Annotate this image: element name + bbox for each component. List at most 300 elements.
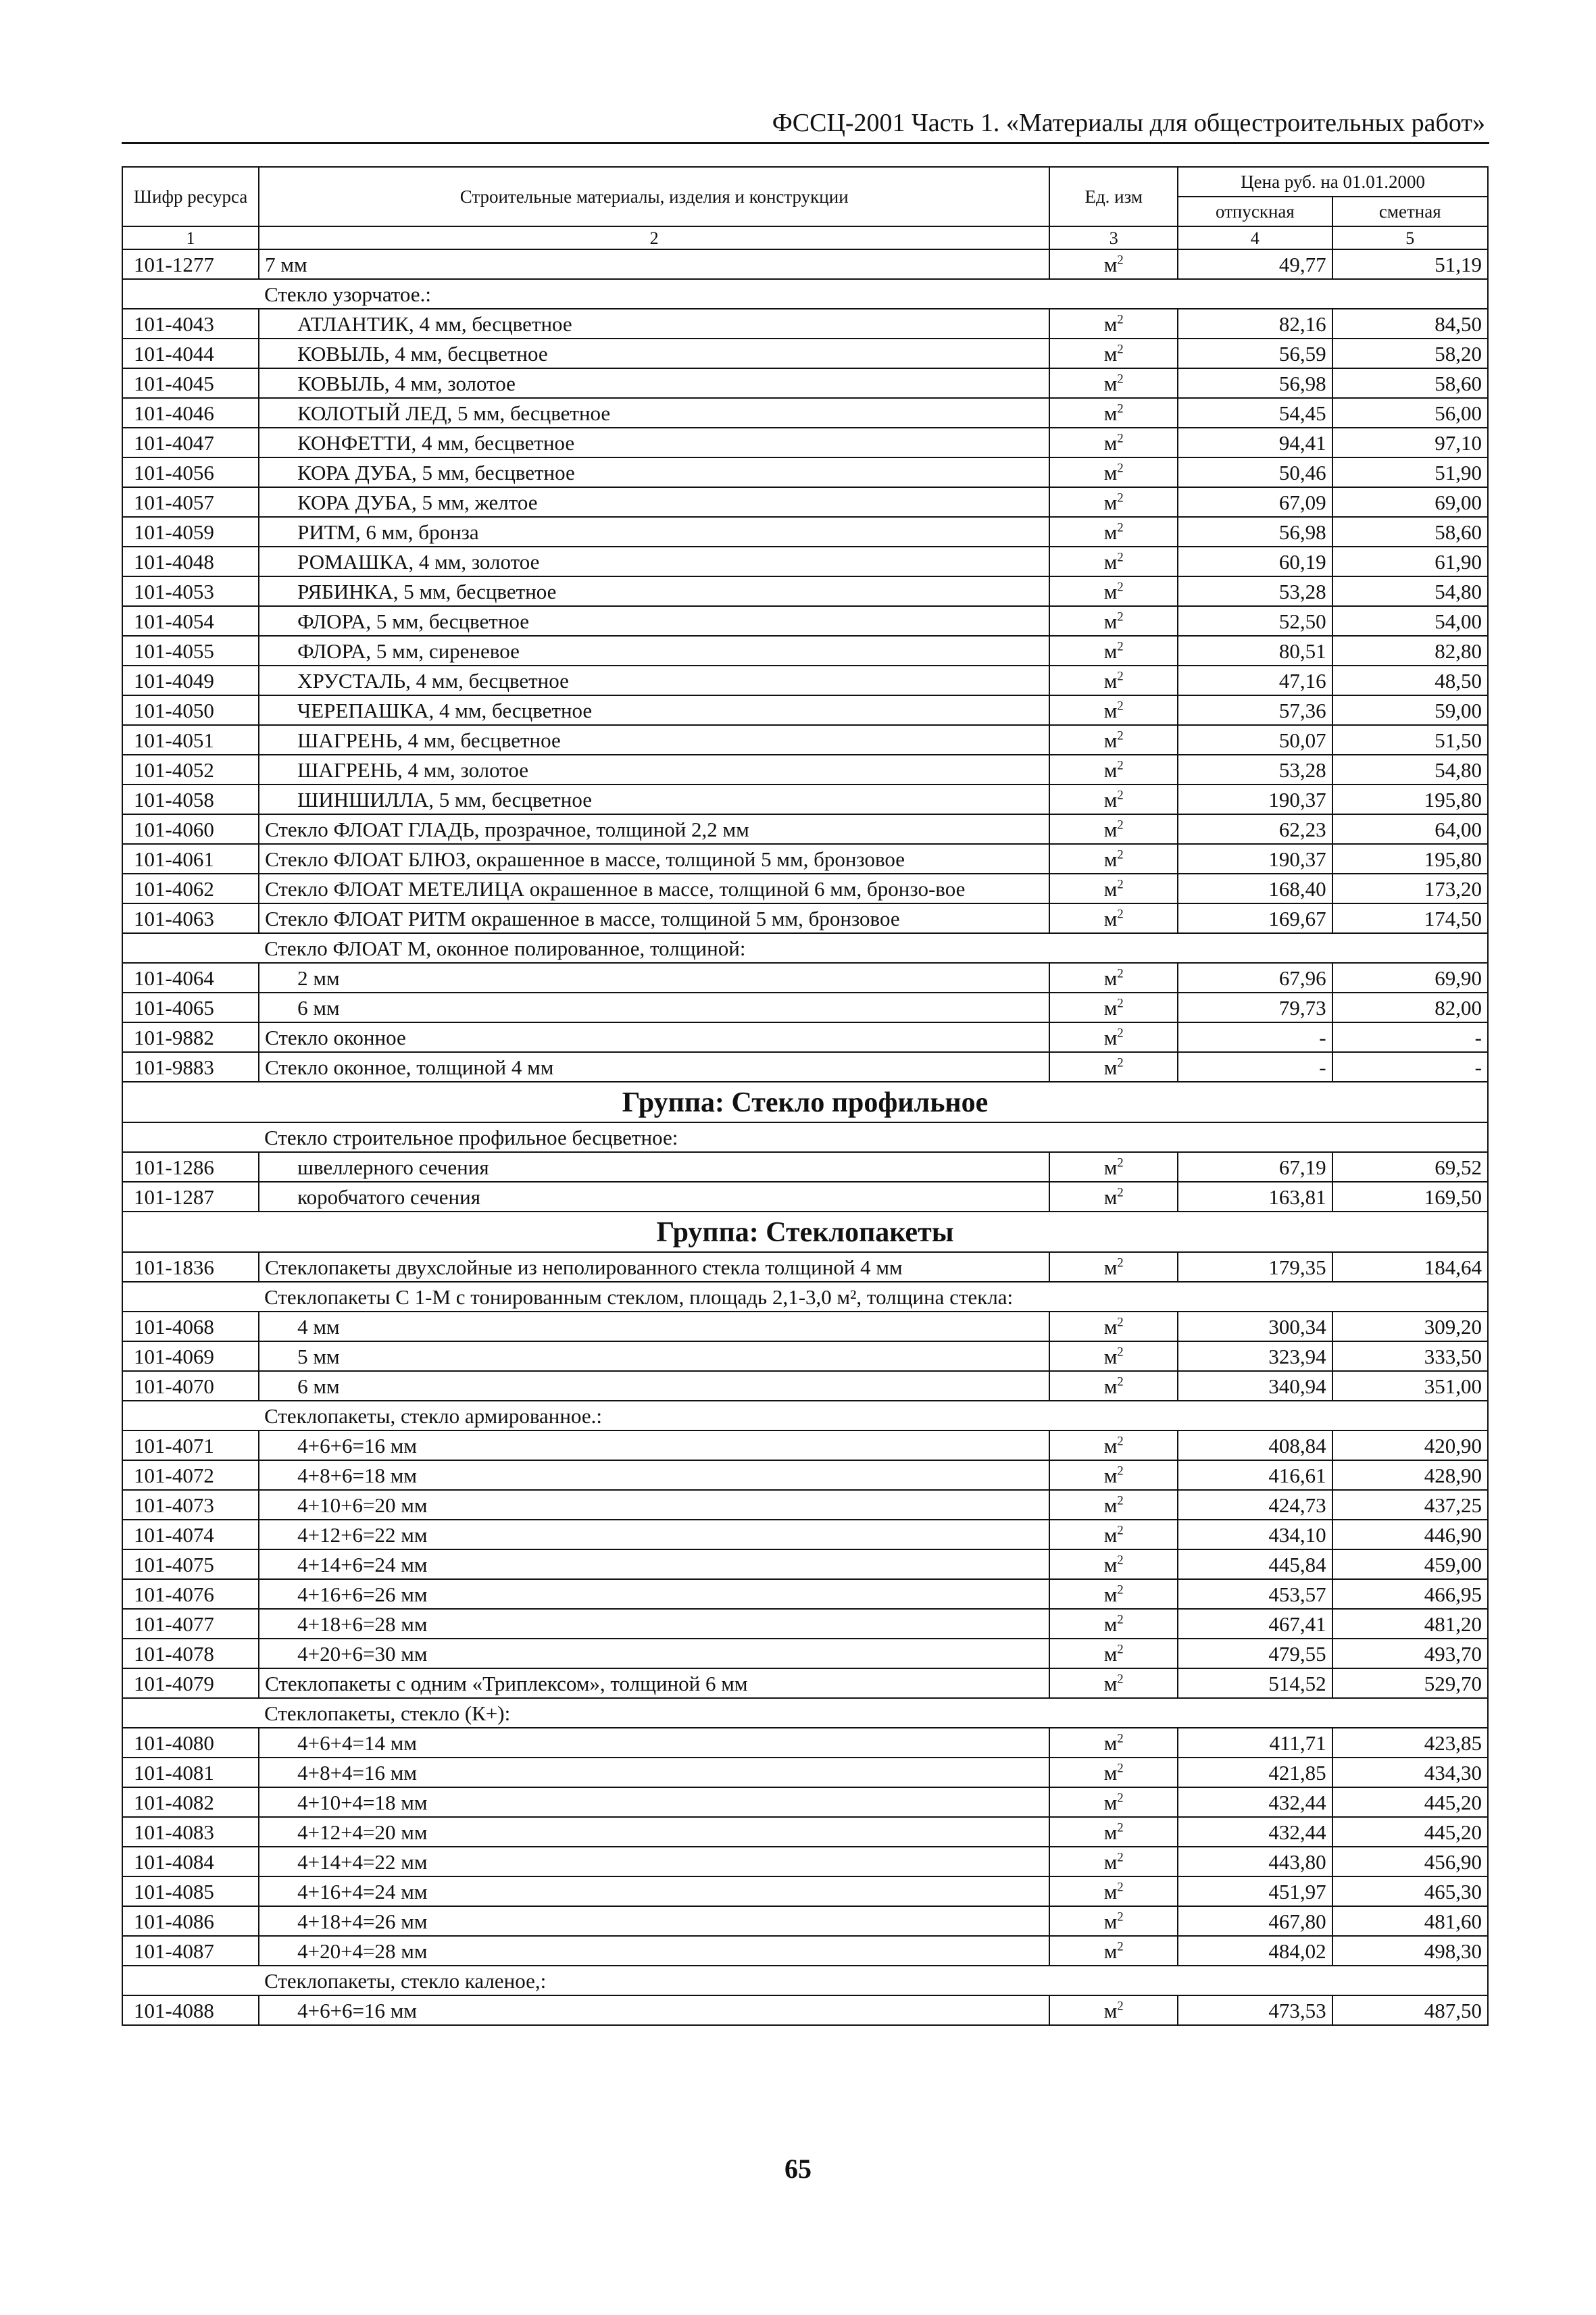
table-row [122, 1668, 1488, 1698]
table-body [122, 249, 1488, 2025]
release-price: 432,44 [1178, 1817, 1332, 1847]
estimate-price: 61,90 [1332, 547, 1488, 576]
resource-code: 101-4057 [122, 487, 259, 517]
release-price: 67,19 [1178, 1152, 1332, 1182]
release-price: 49,77 [1178, 249, 1332, 279]
unit-of-measure: $м^2$ [1049, 547, 1178, 576]
resource-code: 101-4045 [122, 368, 259, 398]
unit-of-measure: $м^2$ [1049, 1520, 1178, 1549]
group-heading: Группа: Стеклопакеты [122, 1212, 1488, 1252]
estimate-price: 51,50 [1332, 725, 1488, 755]
unit-of-measure: $м^2$ [1049, 695, 1178, 725]
material-name: 4+6+6=16 мм [259, 1430, 1049, 1460]
release-price: 56,98 [1178, 517, 1332, 547]
material-name: 4+8+6=18 мм [259, 1460, 1049, 1490]
superscript: 2 [1117, 1026, 1124, 1041]
resource-code: 101-4074 [122, 1520, 259, 1549]
release-price: 179,35 [1178, 1252, 1332, 1282]
unit-of-measure: $м^2$ [1049, 1460, 1178, 1490]
unit-of-measure: $м^2$ [1049, 1430, 1178, 1460]
resource-code: 101-4059 [122, 517, 259, 547]
material-name: РЯБИНКА, 5 мм, бесцветное [259, 576, 1049, 606]
column-number: 4 [1178, 226, 1332, 249]
release-price: 416,61 [1178, 1460, 1332, 1490]
subsection-title: Стекло строительное профильное бесцветное: [259, 1122, 1488, 1152]
material-name: Стекло ФЛОАТ МЕТЕЛИЦА окрашенное в массе, толщиной 6 мм, бронзо-вое [259, 874, 1049, 903]
estimate-price: 51,90 [1332, 457, 1488, 487]
release-price: 169,67 [1178, 903, 1332, 933]
material-name: 4+12+4=20 мм [259, 1817, 1049, 1847]
material-name: ШИНШИЛЛА, 5 мм, бесцветное [259, 785, 1049, 814]
release-price: 340,94 [1178, 1371, 1332, 1401]
superscript: 2 [1117, 550, 1124, 565]
empty-cell [122, 279, 259, 309]
release-price: 190,37 [1178, 844, 1332, 874]
estimate-price: 58,20 [1332, 339, 1488, 368]
estimate-price: 195,80 [1332, 785, 1488, 814]
material-name: Стеклопакеты двухслойные из неполированного стекла толщиной 4 мм [259, 1252, 1049, 1282]
release-price: 323,94 [1178, 1341, 1332, 1371]
unit-of-measure: $м^2$ [1049, 487, 1178, 517]
table-row [122, 1182, 1488, 1212]
estimate-price: 56,00 [1332, 398, 1488, 428]
release-price: - [1178, 1052, 1332, 1082]
superscript: 2 [1117, 847, 1124, 862]
table-row [122, 1787, 1488, 1817]
estimate-price: 351,00 [1332, 1371, 1488, 1401]
resource-code: 101-4086 [122, 1906, 259, 1936]
unit-of-measure: $м^2$ [1049, 666, 1178, 695]
unit-of-measure: $м^2$ [1049, 1579, 1178, 1609]
unit-of-measure: $м^2$ [1049, 1876, 1178, 1906]
subsection-row [122, 1401, 1488, 1430]
unit-of-measure: $м^2$ [1049, 606, 1178, 636]
estimate-price: 54,80 [1332, 576, 1488, 606]
table-row [122, 1995, 1488, 2025]
release-price: 56,98 [1178, 368, 1332, 398]
release-price: 56,59 [1178, 339, 1332, 368]
superscript: 2 [1117, 728, 1124, 743]
unit-of-measure: $м^2$ [1049, 785, 1178, 814]
estimate-price: 174,50 [1332, 903, 1488, 933]
unit-of-measure: $м^2$ [1049, 1609, 1178, 1639]
release-price: 52,50 [1178, 606, 1332, 636]
resource-code: 101-4087 [122, 1936, 259, 1966]
empty-cell [122, 1122, 259, 1152]
subsection-title: Стеклопакеты, стекло каленое,: [259, 1966, 1488, 1995]
table-row [122, 666, 1488, 695]
material-name: ШАГРЕНЬ, 4 мм, бесцветное [259, 725, 1049, 755]
superscript: 2 [1117, 1791, 1124, 1806]
unit-of-measure: $м^2$ [1049, 963, 1178, 993]
release-price: 408,84 [1178, 1430, 1332, 1460]
material-name: 4 мм [259, 1312, 1049, 1341]
superscript: 2 [1117, 1672, 1124, 1687]
superscript: 2 [1117, 312, 1124, 327]
material-name: 4+18+6=28 мм [259, 1609, 1049, 1639]
table-row [122, 457, 1488, 487]
estimate-price: 481,20 [1332, 1609, 1488, 1639]
resource-code: 101-4069 [122, 1341, 259, 1371]
material-name: РОМАШКА, 4 мм, золотое [259, 547, 1049, 576]
estimate-price: 445,20 [1332, 1787, 1488, 1817]
superscript: 2 [1117, 1493, 1124, 1508]
material-name: Стеклопакеты с одним «Триплексом», толщиной 6 мм [259, 1668, 1049, 1698]
material-name: ФЛОРА, 5 мм, бесцветное [259, 606, 1049, 636]
resource-code: 101-4084 [122, 1847, 259, 1876]
column-number: 3 [1049, 226, 1178, 249]
estimate-price: 82,00 [1332, 993, 1488, 1022]
superscript: 2 [1117, 966, 1124, 981]
unit-of-measure: $м^2$ [1049, 1490, 1178, 1520]
group-row [122, 1212, 1488, 1252]
release-price: 53,28 [1178, 755, 1332, 785]
estimate-price: 54,00 [1332, 606, 1488, 636]
table-row [122, 993, 1488, 1022]
estimate-price: 64,00 [1332, 814, 1488, 844]
material-name: 4+10+6=20 мм [259, 1490, 1049, 1520]
estimate-price: 69,90 [1332, 963, 1488, 993]
resource-code: 101-4071 [122, 1430, 259, 1460]
superscript: 2 [1117, 1523, 1124, 1538]
table-row [122, 1758, 1488, 1787]
table-row [122, 725, 1488, 755]
table-row [122, 1847, 1488, 1876]
superscript: 2 [1117, 1315, 1124, 1330]
material-name: ХРУСТАЛЬ, 4 мм, бесцветное [259, 666, 1049, 695]
release-price: 168,40 [1178, 874, 1332, 903]
unit-of-measure: $м^2$ [1049, 428, 1178, 457]
column-number: 5 [1332, 226, 1488, 249]
superscript: 2 [1117, 1464, 1124, 1478]
page-number: 65 [784, 2154, 812, 2184]
estimate-price: 446,90 [1332, 1520, 1488, 1549]
material-name: Стекло ФЛОАТ БЛЮЗ, окрашенное в массе, толщиной 5 мм, бронзовое [259, 844, 1049, 874]
unit-of-measure: $м^2$ [1049, 755, 1178, 785]
unit-of-measure: $м^2$ [1049, 1252, 1178, 1282]
table-row [122, 1430, 1488, 1460]
resource-code: 101-4082 [122, 1787, 259, 1817]
table-row [122, 249, 1488, 279]
column-number: 2 [259, 226, 1049, 249]
estimate-price: 481,60 [1332, 1906, 1488, 1936]
unit-of-measure: $м^2$ [1049, 368, 1178, 398]
subsection-title: Стекло узорчатое.: [259, 279, 1488, 309]
table-row [122, 606, 1488, 636]
resource-code: 101-4088 [122, 1995, 259, 2025]
resource-code: 101-9883 [122, 1052, 259, 1082]
unit-of-measure: $м^2$ [1049, 1152, 1178, 1182]
estimate-price: 69,00 [1332, 487, 1488, 517]
material-name: Стекло ФЛОАТ ГЛАДЬ, прозрачное, толщиной 2,2 мм [259, 814, 1049, 844]
resource-code: 101-4048 [122, 547, 259, 576]
unit-of-measure: $м^2$ [1049, 1728, 1178, 1758]
table-row [122, 1609, 1488, 1639]
superscript: 2 [1117, 1374, 1124, 1389]
unit-of-measure: $м^2$ [1049, 636, 1178, 666]
release-price: 443,80 [1178, 1847, 1332, 1876]
superscript: 2 [1117, 1850, 1124, 1865]
superscript: 2 [1117, 1642, 1124, 1657]
estimate-price: 184,64 [1332, 1252, 1488, 1282]
table-row [122, 1312, 1488, 1341]
subsection-title: Стеклопакеты, стекло (К+): [259, 1698, 1488, 1728]
group-row [122, 1082, 1488, 1122]
resource-code: 101-1277 [122, 249, 259, 279]
material-name: 4+6+4=14 мм [259, 1728, 1049, 1758]
estimate-price: 82,80 [1332, 636, 1488, 666]
table-row [122, 339, 1488, 368]
material-name: 4+10+4=18 мм [259, 1787, 1049, 1817]
material-name: Стекло оконное, толщиной 4 мм [259, 1052, 1049, 1082]
resource-code: 101-4068 [122, 1312, 259, 1341]
table-row [122, 547, 1488, 576]
table-row [122, 576, 1488, 606]
unit-of-measure: $м^2$ [1049, 1787, 1178, 1817]
superscript: 2 [1117, 818, 1124, 832]
resource-code: 101-1287 [122, 1182, 259, 1212]
superscript: 2 [1117, 1761, 1124, 1776]
unit-of-measure: $м^2$ [1049, 1639, 1178, 1668]
estimate-price: 428,90 [1332, 1460, 1488, 1490]
subsection-title: Стеклопакеты С 1-М с тонированным стеклом, площадь 2,1-3,0 м², толщина стекла: [259, 1282, 1488, 1312]
material-name: 4+6+6=16 мм [259, 1995, 1049, 2025]
column-header-unit: Ед. изм [1049, 167, 1178, 226]
column-header-code: Шифр ресурса [122, 167, 259, 226]
table-row [122, 814, 1488, 844]
material-name: КОРА ДУБА, 5 мм, бесцветное [259, 457, 1049, 487]
resource-code: 101-4063 [122, 903, 259, 933]
estimate-price: 54,80 [1332, 755, 1488, 785]
resource-code: 101-4062 [122, 874, 259, 903]
empty-cell [122, 1966, 259, 1995]
superscript: 2 [1117, 461, 1124, 476]
unit-of-measure: $м^2$ [1049, 1549, 1178, 1579]
material-name: 4+18+4=26 мм [259, 1906, 1049, 1936]
superscript: 2 [1117, 788, 1124, 803]
resource-code: 101-4060 [122, 814, 259, 844]
release-price: 479,55 [1178, 1639, 1332, 1668]
resource-code: 101-4064 [122, 963, 259, 993]
superscript: 2 [1117, 1820, 1124, 1835]
column-header-price: Цена руб. на 01.01.2000 [1178, 167, 1488, 197]
materials-price-table [122, 166, 1489, 2026]
material-name: 7 мм [259, 249, 1049, 279]
release-price: 57,36 [1178, 695, 1332, 725]
estimate-price: 333,50 [1332, 1341, 1488, 1371]
table-row [122, 1876, 1488, 1906]
unit-of-measure: $м^2$ [1049, 1995, 1178, 2025]
superscript: 2 [1117, 1910, 1124, 1924]
unit-of-measure: $м^2$ [1049, 517, 1178, 547]
superscript: 2 [1117, 1880, 1124, 1895]
resource-code: 101-4046 [122, 398, 259, 428]
table-row [122, 1639, 1488, 1668]
release-price: 473,53 [1178, 1995, 1332, 2025]
unit-of-measure: $м^2$ [1049, 309, 1178, 339]
superscript: 2 [1117, 669, 1124, 684]
subsection-title: Стекло ФЛОАТ М, оконное полированное, толщиной: [259, 933, 1488, 963]
group-heading: Группа: Стекло профильное [122, 1082, 1488, 1122]
resource-code: 101-4077 [122, 1609, 259, 1639]
estimate-price: 487,50 [1332, 1995, 1488, 2025]
superscript: 2 [1117, 877, 1124, 892]
estimate-price: 169,50 [1332, 1182, 1488, 1212]
column-header-estimate-price: сметная [1332, 197, 1488, 226]
unit-of-measure: $м^2$ [1049, 339, 1178, 368]
material-name: 5 мм [259, 1341, 1049, 1371]
estimate-price: 420,90 [1332, 1430, 1488, 1460]
estimate-price: 173,20 [1332, 874, 1488, 903]
material-name: АТЛАНТИК, 4 мм, бесцветное [259, 309, 1049, 339]
unit-of-measure: $м^2$ [1049, 1936, 1178, 1966]
table-row [122, 636, 1488, 666]
empty-cell [122, 933, 259, 963]
unit-of-measure: $м^2$ [1049, 457, 1178, 487]
table-row [122, 309, 1488, 339]
release-price: 453,57 [1178, 1579, 1332, 1609]
material-name: ФЛОРА, 5 мм, сиреневое [259, 636, 1049, 666]
material-name: 2 мм [259, 963, 1049, 993]
table-row [122, 1490, 1488, 1520]
superscript: 2 [1117, 401, 1124, 416]
estimate-price: 498,30 [1332, 1936, 1488, 1966]
release-price: 53,28 [1178, 576, 1332, 606]
estimate-price: 466,95 [1332, 1579, 1488, 1609]
release-price: 434,10 [1178, 1520, 1332, 1549]
table-row [122, 1936, 1488, 1966]
superscript: 2 [1117, 253, 1124, 268]
release-price: 67,96 [1178, 963, 1332, 993]
table-row [122, 1728, 1488, 1758]
unit-of-measure: $м^2$ [1049, 1022, 1178, 1052]
estimate-price: 84,50 [1332, 309, 1488, 339]
release-price: - [1178, 1022, 1332, 1052]
estimate-price: 437,25 [1332, 1490, 1488, 1520]
superscript: 2 [1117, 520, 1124, 535]
unit-of-measure: $м^2$ [1049, 398, 1178, 428]
table-row [122, 1906, 1488, 1936]
estimate-price: 434,30 [1332, 1758, 1488, 1787]
release-price: 514,52 [1178, 1668, 1332, 1698]
superscript: 2 [1117, 580, 1124, 595]
empty-cell [122, 1698, 259, 1728]
release-price: 432,44 [1178, 1787, 1332, 1817]
header-divider [122, 142, 1489, 144]
release-price: 424,73 [1178, 1490, 1332, 1520]
table-row [122, 1022, 1488, 1052]
table-row [122, 874, 1488, 903]
estimate-price: 195,80 [1332, 844, 1488, 874]
table-row [122, 1549, 1488, 1579]
table-row [122, 1371, 1488, 1401]
release-price: 67,09 [1178, 487, 1332, 517]
subsection-row [122, 1966, 1488, 1995]
table-row [122, 368, 1488, 398]
column-header-name: Строительные материалы, изделия и конструкции [259, 167, 1049, 226]
subsection-row [122, 1698, 1488, 1728]
column-number: 1 [122, 226, 259, 249]
material-name: 4+16+4=24 мм [259, 1876, 1049, 1906]
table-row [122, 1817, 1488, 1847]
resource-code: 101-4079 [122, 1668, 259, 1698]
resource-code: 101-4050 [122, 695, 259, 725]
estimate-price: 529,70 [1332, 1668, 1488, 1698]
table-row [122, 1052, 1488, 1082]
table-row [122, 903, 1488, 933]
superscript: 2 [1117, 609, 1124, 624]
superscript: 2 [1117, 491, 1124, 505]
material-name: КОВЫЛЬ, 4 мм, бесцветное [259, 339, 1049, 368]
material-name: КОНФЕТТИ, 4 мм, бесцветное [259, 428, 1049, 457]
estimate-price: 48,50 [1332, 666, 1488, 695]
superscript: 2 [1117, 1255, 1124, 1270]
resource-code: 101-4080 [122, 1728, 259, 1758]
unit-of-measure: $м^2$ [1049, 249, 1178, 279]
table-row [122, 695, 1488, 725]
running-header: ФССЦ-2001 Часть 1. «Материалы для общестроительных работ» [772, 109, 1485, 137]
resource-code: 101-4081 [122, 1758, 259, 1787]
estimate-price: 456,90 [1332, 1847, 1488, 1876]
estimate-price: - [1332, 1052, 1488, 1082]
release-price: 80,51 [1178, 636, 1332, 666]
superscript: 2 [1117, 1553, 1124, 1568]
unit-of-measure: $м^2$ [1049, 993, 1178, 1022]
material-name: 6 мм [259, 993, 1049, 1022]
material-name: Стекло ФЛОАТ РИТМ окрашенное в массе, толщиной 5 мм, бронзовое [259, 903, 1049, 933]
release-price: 300,34 [1178, 1312, 1332, 1341]
material-name: КОРА ДУБА, 5 мм, желтое [259, 487, 1049, 517]
superscript: 2 [1117, 342, 1124, 357]
unit-of-measure: $м^2$ [1049, 814, 1178, 844]
material-name: КОЛОТЫЙ ЛЕД, 5 мм, бесцветное [259, 398, 1049, 428]
superscript: 2 [1117, 372, 1124, 387]
material-name: 4+14+6=24 мм [259, 1549, 1049, 1579]
release-price: 62,23 [1178, 814, 1332, 844]
resource-code: 101-4054 [122, 606, 259, 636]
estimate-price: 51,19 [1332, 249, 1488, 279]
estimate-price: 69,52 [1332, 1152, 1488, 1182]
table-row [122, 1520, 1488, 1549]
superscript: 2 [1117, 1999, 1124, 2014]
resource-code: 101-4078 [122, 1639, 259, 1668]
superscript: 2 [1117, 996, 1124, 1011]
unit-of-measure: $м^2$ [1049, 1758, 1178, 1787]
table-row [122, 963, 1488, 993]
estimate-price: 59,00 [1332, 695, 1488, 725]
resource-code: 101-4072 [122, 1460, 259, 1490]
superscript: 2 [1117, 907, 1124, 922]
subsection-row [122, 1282, 1488, 1312]
table-row [122, 1252, 1488, 1282]
resource-code: 101-4047 [122, 428, 259, 457]
superscript: 2 [1117, 1055, 1124, 1070]
resource-code: 101-4073 [122, 1490, 259, 1520]
resource-code: 101-4055 [122, 636, 259, 666]
unit-of-measure: $м^2$ [1049, 903, 1178, 933]
superscript: 2 [1117, 1583, 1124, 1597]
resource-code: 101-4044 [122, 339, 259, 368]
resource-code: 101-4085 [122, 1876, 259, 1906]
unit-of-measure: $м^2$ [1049, 1371, 1178, 1401]
resource-code: 101-4070 [122, 1371, 259, 1401]
release-price: 421,85 [1178, 1758, 1332, 1787]
unit-of-measure: $м^2$ [1049, 576, 1178, 606]
release-price: 445,84 [1178, 1549, 1332, 1579]
estimate-price: 97,10 [1332, 428, 1488, 457]
superscript: 2 [1117, 1345, 1124, 1360]
material-name: 6 мм [259, 1371, 1049, 1401]
